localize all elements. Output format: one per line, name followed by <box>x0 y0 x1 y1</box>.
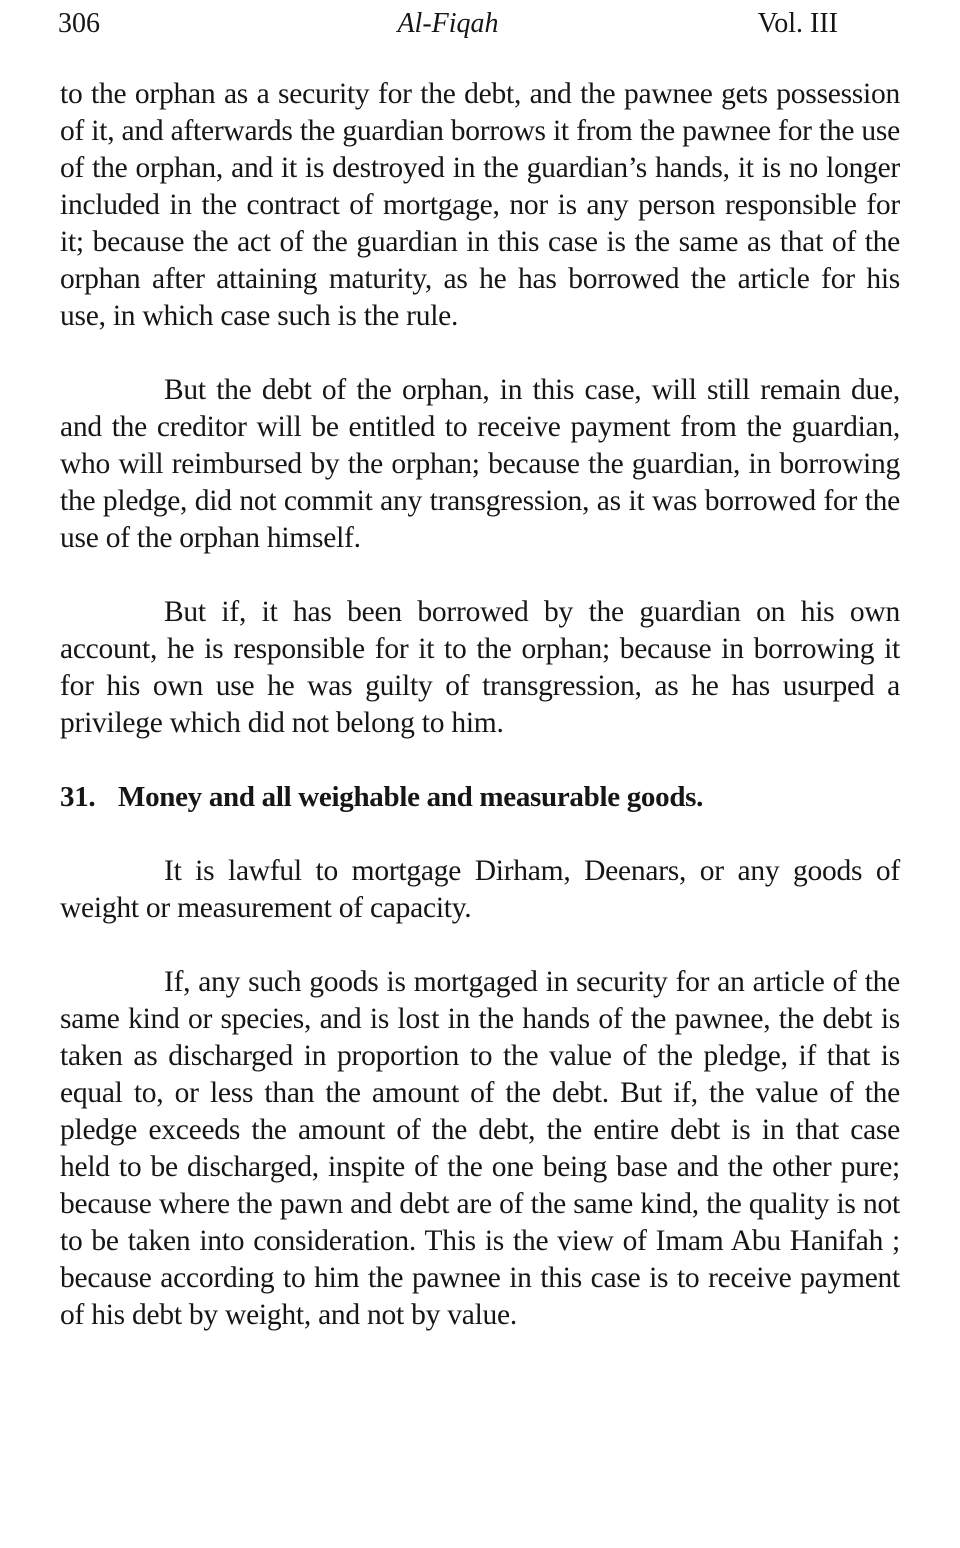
section-heading <box>60 779 900 816</box>
paragraph-own-account: But if, it has been borrowed by the guardian on his own account, he is responsible for it to the orphan; because in borrowing it for his own use he was guilty of transgression, as he has usurped a privilege which did not belong to him. <box>60 596 900 739</box>
page-header <box>58 4 838 44</box>
section-title: Money and all weighable and measurable goods. <box>118 781 704 813</box>
paragraph-continued: to the orphan as a security for the debt, and the pawnee gets possession of it, and afterwards the guardian borrows it from the pawnee for the use of the orphan, and it is destroyed in the guardian’s hands, it is no longer included in the contract of mortgage, nor is any person responsible for it; because the act of the guardian in this case is the same as that of the orphan after attaining maturity, as he has borrowed the article for his use, in which case such is the rule. <box>60 78 900 332</box>
paragraph-lawful-mortgage: It is lawful to mortgage Dirham, Deenars, or any goods of weight or measurement of capacity. <box>60 855 900 924</box>
book-title: Al-Fiqah <box>397 8 499 39</box>
section-number: 31. <box>60 781 96 813</box>
paragraph-same-kind: If, any such goods is mortgaged in security for an article of the same kind or species, and is lost in the hands of the pawnee, the debt is taken as discharged in proportion to the value of the pledge, if that is equal to, or less than the amount of the debt. But if, the value of the pledge exceeds the amount of the debt, the entire debt is in that case held to be discharged, inspite of the one being base and the other pure; because where the pawn and debt are of the same kind, the quality is not to be taken into consideration. This is the view of Imam Abu Hanifah ; because according to him the pawnee in this case is to receive payment of his debt by weight, and not by value. <box>60 966 900 1331</box>
volume-label: Vol. III <box>757 8 838 39</box>
page-number: 306 <box>58 8 100 39</box>
page-body <box>60 76 900 1371</box>
paragraph-debt-remains: But the debt of the orphan, in this case, will still remain due, and the creditor will be entitled to receive payment from the guardian, who will reimbursed by the orphan; because the guardian, in borrowing the pledge, did not commit any transgression, as it was borrowed for the use of the orphan himself. <box>60 374 900 554</box>
